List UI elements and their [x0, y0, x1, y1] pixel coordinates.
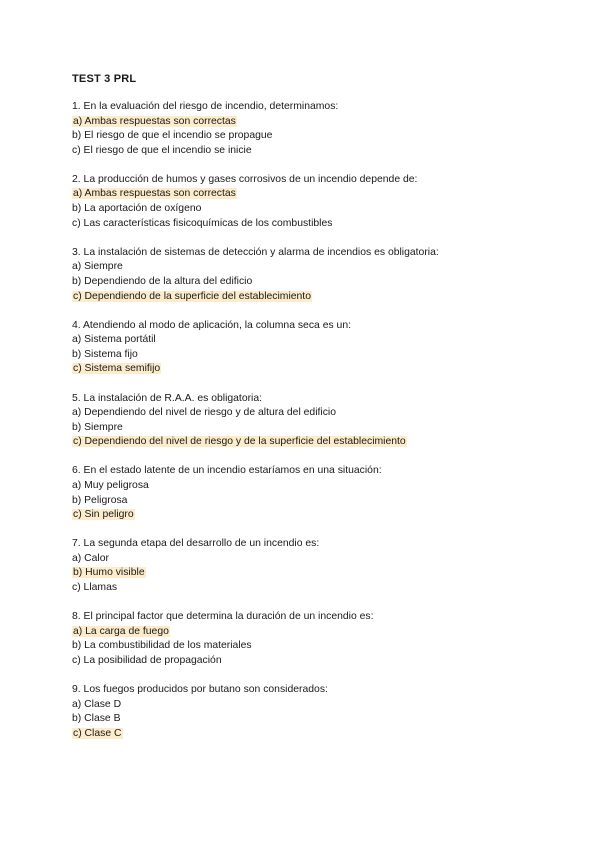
question-list — [72, 100, 532, 741]
answer-option — [72, 654, 532, 669]
question-text: 5. La instalación de R.A.A. es obligatoria: — [72, 392, 263, 404]
question-block — [72, 319, 532, 377]
answer-option — [72, 639, 532, 654]
question-text: 6. En el estado latente de un incendio estaríamos en una situación: — [72, 465, 382, 477]
answer-option — [72, 479, 532, 494]
answer-option-text: b) La aportación de oxígeno — [72, 203, 202, 215]
question-block — [72, 464, 532, 522]
answer-option-correct — [72, 508, 532, 523]
answer-option — [72, 275, 532, 290]
answer-option-text: c) Llamas — [72, 582, 118, 594]
answer-option — [72, 129, 532, 144]
answer-option-correct — [72, 115, 532, 130]
answer-option — [72, 348, 532, 363]
question-block — [72, 392, 532, 450]
question-block — [72, 173, 532, 231]
answer-option — [72, 260, 532, 275]
answer-option-text: c) El riesgo de que el incendio se inicie — [72, 144, 252, 156]
question-text: 3. La instalación de sistemas de detección y alarma de incendios es obligatoria: — [72, 246, 439, 258]
answer-option — [72, 494, 532, 509]
question-block — [72, 246, 532, 304]
answer-option-text: a) Clase D — [72, 698, 122, 710]
answer-option-text: a) Sistema portátil — [72, 334, 156, 346]
answer-option — [72, 144, 532, 159]
answer-option-correct — [72, 187, 532, 202]
answer-option-text: a) Dependiendo del nivel de riesgo y de altura del edificio — [72, 407, 336, 419]
answer-option — [72, 217, 532, 232]
answer-option-text: c) Dependiendo de la superficie del establecimiento — [73, 290, 311, 302]
answer-option-text: a) La carga de fuego — [73, 625, 169, 637]
answer-option — [72, 202, 532, 217]
answer-option-correct — [72, 566, 532, 581]
answer-option-text: a) Calor — [72, 552, 109, 564]
answer-option-text: c) Sistema semifijo — [73, 363, 161, 375]
answer-option-text: c) La posibilidad de propagación — [72, 654, 222, 666]
question-text: 9. Los fuegos producidos por butano son considerados: — [72, 684, 328, 695]
document-page — [72, 72, 532, 756]
answer-option-text: b) Dependiendo de la altura del edificio — [72, 275, 253, 287]
question-text: 2. La producción de humos y gases corrosivos de un incendio depende de: — [72, 173, 418, 185]
answer-option-text: b) Peligrosa — [72, 494, 128, 506]
answer-option-text: c) Las características fisicoquímicas de los combustibles — [72, 217, 333, 229]
answer-option — [72, 406, 532, 421]
answer-option — [72, 552, 532, 567]
question-text: 8. El principal factor que determina la duración de un incendio es: — [72, 611, 374, 623]
answer-option-text: b) El riesgo de que el incendio se propague — [72, 130, 273, 142]
answer-option — [72, 333, 532, 348]
answer-option-text: c) Dependiendo del nivel de riesgo y de la superficie del establecimiento — [73, 436, 406, 448]
answer-option-correct — [72, 362, 532, 377]
question-text: 4. Atendiendo al modo de aplicación, la columna seca es un: — [72, 319, 351, 331]
answer-option — [72, 698, 532, 713]
answer-option-correct — [72, 625, 532, 640]
question-block — [72, 537, 532, 595]
page-title: TEST 3 PRL — [72, 73, 137, 85]
question-text: 1. En la evaluación del riesgo de incendio, determinamos: — [72, 101, 339, 112]
answer-option — [72, 712, 532, 727]
answer-option-text: a) Ambas respuestas son correctas — [73, 188, 236, 200]
question-text: 7. La segunda etapa del desarrollo de un incendio es: — [72, 538, 320, 550]
answer-option-text: b) Siempre — [72, 421, 123, 433]
question-block — [72, 683, 532, 741]
answer-option-correct — [72, 435, 532, 450]
answer-option-text: a) Muy peligrosa — [72, 479, 149, 491]
question-block — [72, 610, 532, 668]
answer-option-text: a) Ambas respuestas son correctas — [73, 115, 236, 127]
answer-option-text: c) Clase C — [73, 727, 122, 739]
answer-option — [72, 581, 532, 596]
answer-option-text: b) La combustibilidad de los materiales — [72, 640, 252, 652]
answer-option-text: a) Siempre — [72, 261, 123, 273]
question-block — [72, 100, 532, 158]
answer-option-text: c) Sin peligro — [73, 509, 134, 521]
answer-option-correct — [72, 290, 532, 305]
answer-option-correct — [72, 727, 532, 742]
answer-option-text: b) Sistema fijo — [72, 348, 138, 360]
answer-option — [72, 421, 532, 436]
answer-option-text: b) Humo visible — [73, 567, 145, 579]
answer-option-text: b) Clase B — [72, 713, 121, 725]
